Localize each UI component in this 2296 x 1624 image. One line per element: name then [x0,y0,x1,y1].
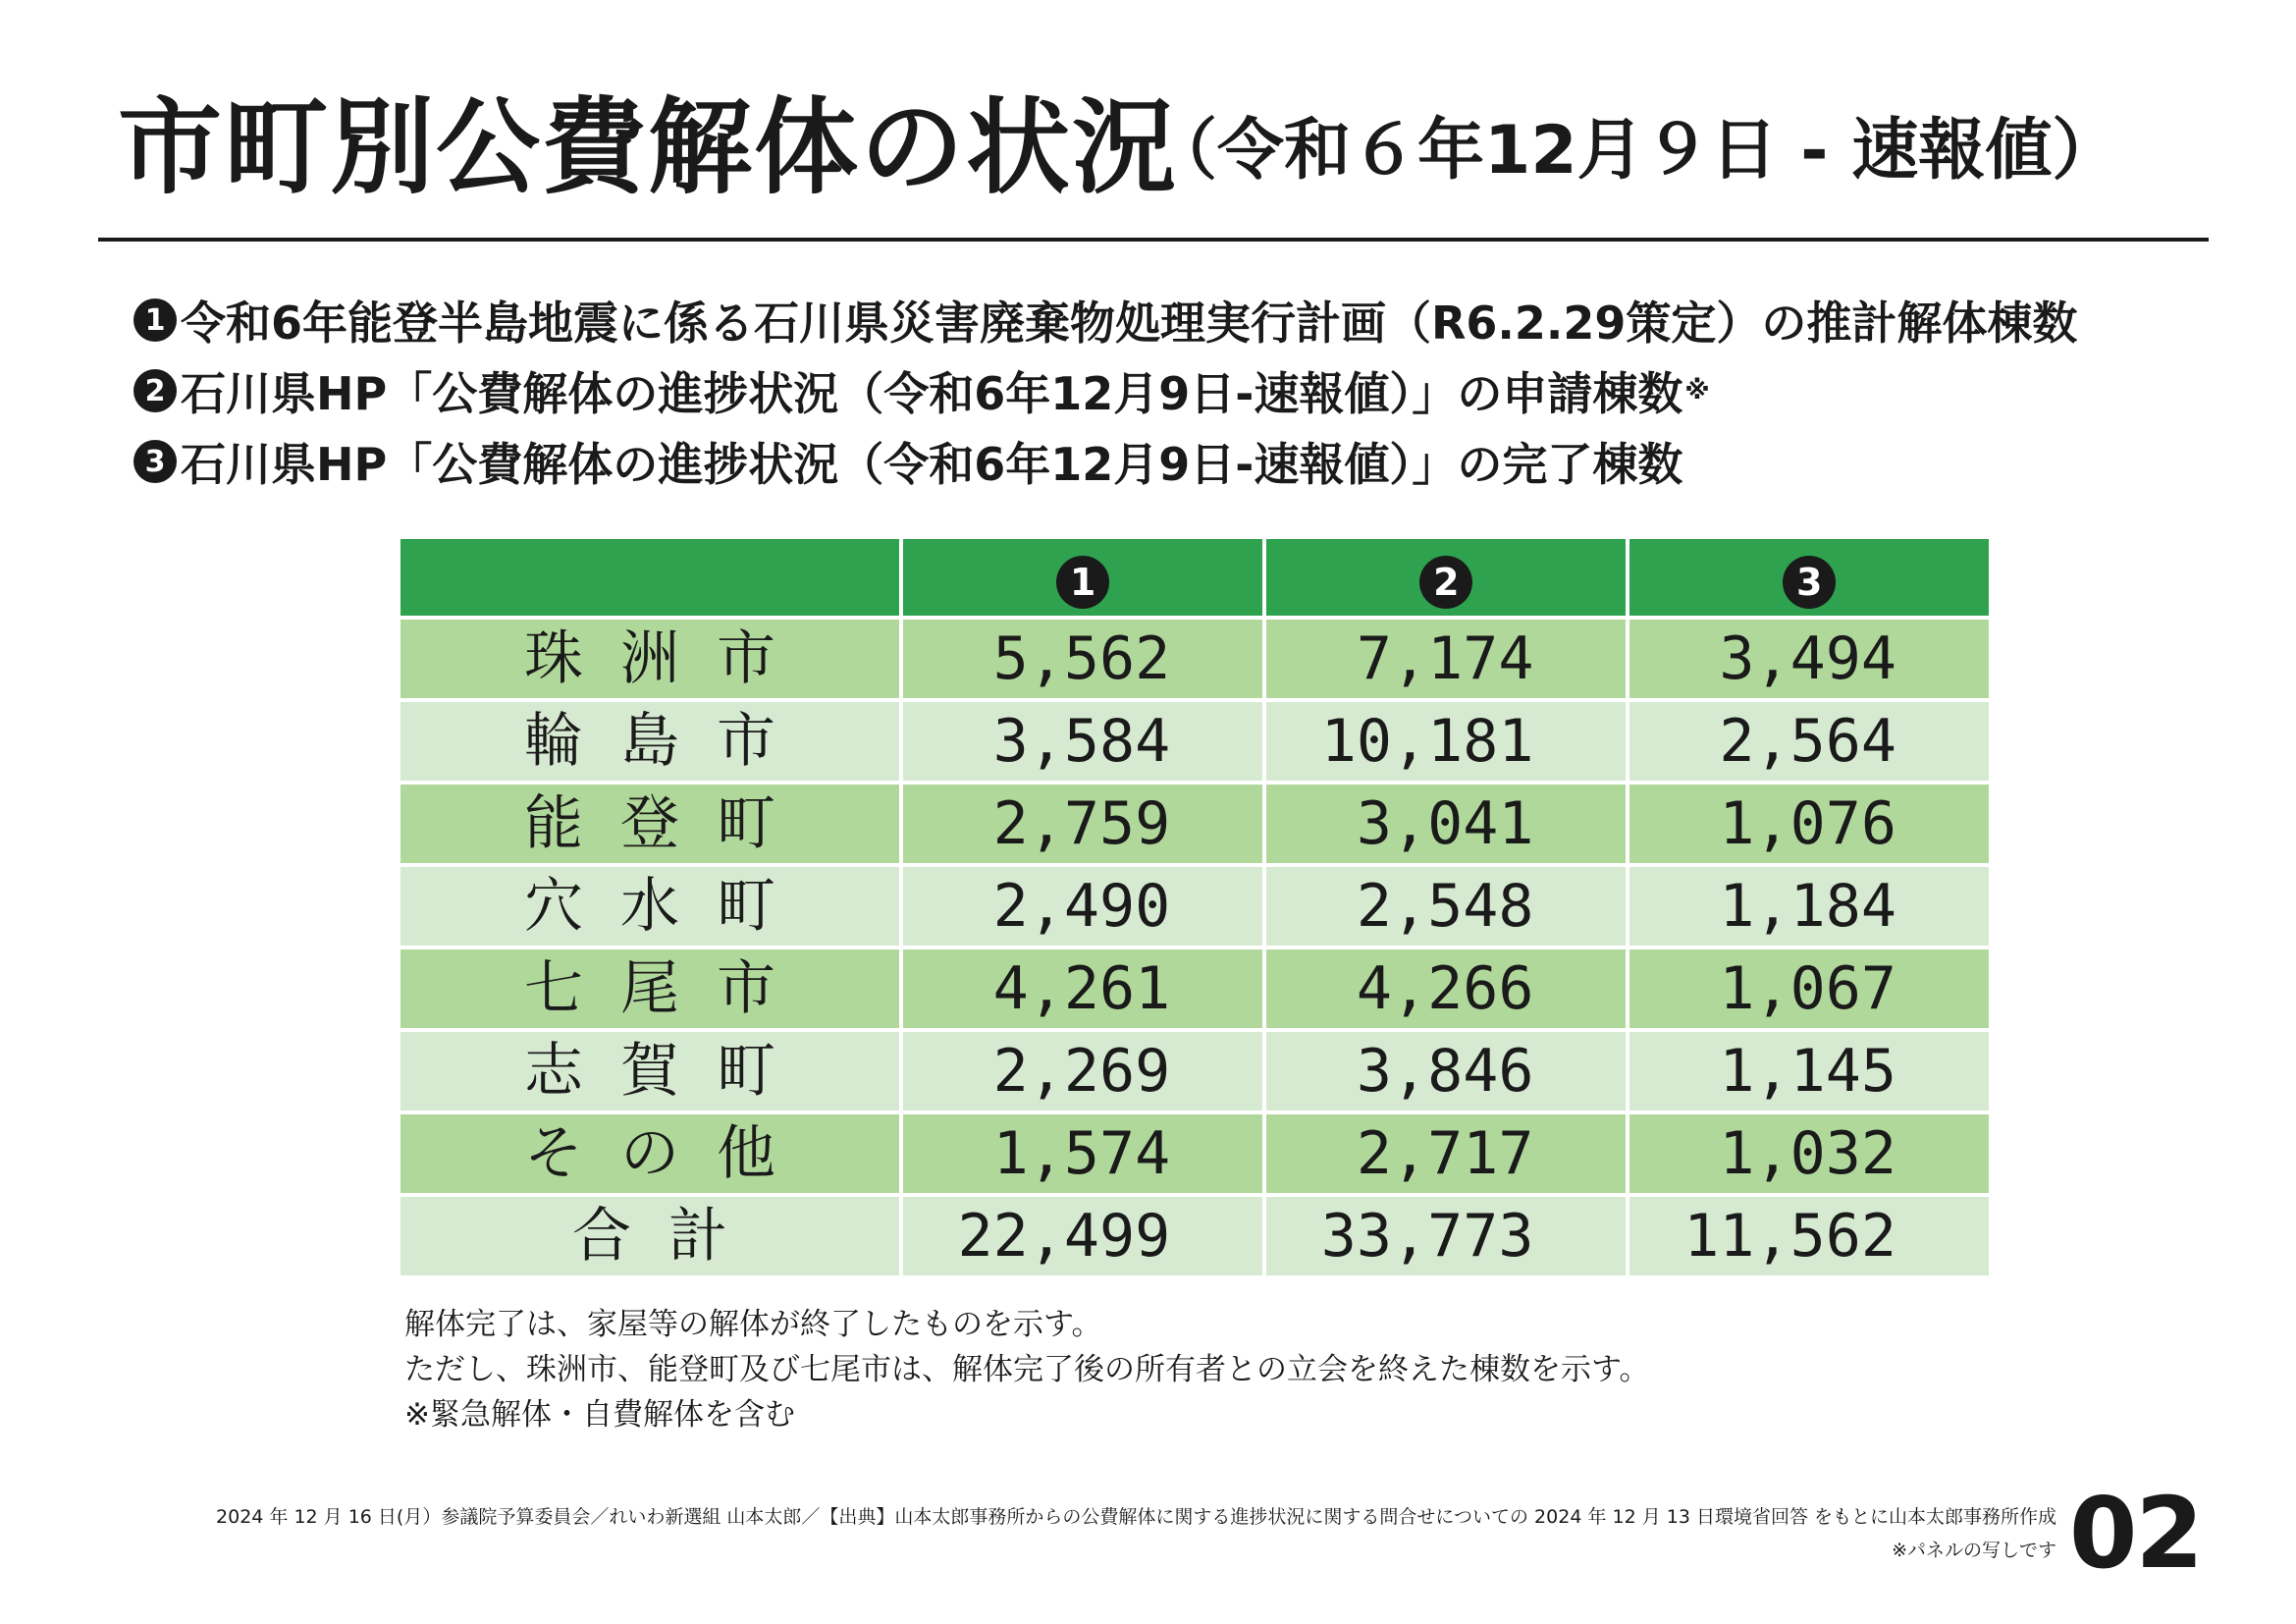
municipality-name: 輪島市 [400,702,903,785]
value-cell: 5,562 [903,620,1266,702]
value-cell: 1,076 [1629,785,1989,867]
table-row [400,620,1989,702]
value-cell: 7,174 [1266,620,1629,702]
title-divider [98,238,2209,242]
header-cell-1 [903,539,1266,620]
footnote-mark: ※ [1684,376,1710,406]
value-cell: 2,548 [1266,867,1629,949]
number-3-badge: 3 [133,440,177,483]
total-value-cell: 11,562 [1629,1197,1989,1279]
total-value-cell: 33,773 [1266,1197,1629,1279]
header-cell-blank [400,539,903,620]
table-row [400,785,1989,867]
value-cell: 1,184 [1629,867,1989,949]
legend-text-3: 石川県HP「公費解体の進捗状況（令和6年12月9日-速報値）」の完了棟数 [181,438,1683,491]
value-cell: 2,490 [903,867,1266,949]
municipality-name: 珠洲市 [400,620,903,702]
number-1-badge: 1 [133,298,177,342]
value-cell: 3,584 [903,702,1266,785]
value-cell: 3,846 [1266,1032,1629,1114]
note-line: ただし、珠洲市、能登町及び七尾市は、解体完了後の所有者との立会を終えた棟数を示す。 [404,1352,1650,1387]
value-cell: 2,717 [1266,1114,1629,1197]
table-row [400,1114,1989,1197]
number-2-badge: 2 [1419,556,1472,609]
table-row [400,867,1989,949]
number-1-badge: 1 [1056,556,1109,609]
value-cell: 3,494 [1629,620,1989,702]
footer-source: 2024 年 12 月 16 日(月）参議院予算委員会／れいわ新選組 山本太郎／【出典】山本太郎事務所からの公費解体に関する進捗状況に関する問合せについての 2024 年 12 月 13 日環境省回答 をもとに山本太郎事務所作成 [216,1506,2056,1528]
municipality-name: 七尾市 [400,949,903,1032]
value-cell: 1,574 [903,1114,1266,1197]
legend-item-3 [133,426,2077,497]
value-cell: 10,181 [1266,702,1629,785]
demolition-table [400,539,1989,1279]
municipality-name: 能登町 [400,785,903,867]
value-cell: 4,266 [1266,949,1629,1032]
value-cell: 4,261 [903,949,1266,1032]
value-cell: 2,759 [903,785,1266,867]
footer [216,1500,2056,1567]
footer-panel-note: ※パネルの写しです [1892,1540,2056,1561]
page-subtitle: （令和６年12月９日 - 速報値） [1150,112,2119,189]
note-line: ※緊急解体・自費解体を含む [404,1397,795,1433]
header-cell-3 [1629,539,1989,620]
number-2-badge: 2 [133,369,177,412]
header-cell-2 [1266,539,1629,620]
number-3-badge: 3 [1783,556,1836,609]
note-line: 解体完了は、家屋等の解体が終了したものを示す。 [404,1307,1102,1342]
value-cell: 2,564 [1629,702,1989,785]
table-notes [404,1302,1650,1437]
total-value-cell: 22,499 [903,1197,1266,1279]
table-row [400,1032,1989,1114]
municipality-name: 志賀町 [400,1032,903,1114]
page-title: 市町別公費解体の状況 [118,87,1178,208]
table-total-row [400,1197,1989,1279]
value-cell: 3,041 [1266,785,1629,867]
value-cell: 2,269 [903,1032,1266,1114]
page-number: 02 [2068,1476,2202,1591]
total-label: 合計 [400,1197,903,1279]
table-row [400,949,1989,1032]
table-header-row [400,539,1989,620]
value-cell: 1,145 [1629,1032,1989,1114]
legend-item-1 [133,285,2077,355]
value-cell: 1,032 [1629,1114,1989,1197]
table-row [400,702,1989,785]
legend [133,285,2077,497]
legend-item-2 [133,355,2077,426]
value-cell: 1,067 [1629,949,1989,1032]
legend-text-2: 石川県HP「公費解体の進捗状況（令和6年12月9日-速報値）」の申請棟数 [181,367,1683,420]
municipality-name: 穴水町 [400,867,903,949]
municipality-name: その他 [400,1114,903,1197]
legend-text-1: 令和6年能登半島地震に係る石川県災害廃棄物処理実行計画（R6.2.29策定）の推計解体棟数 [181,297,2078,350]
